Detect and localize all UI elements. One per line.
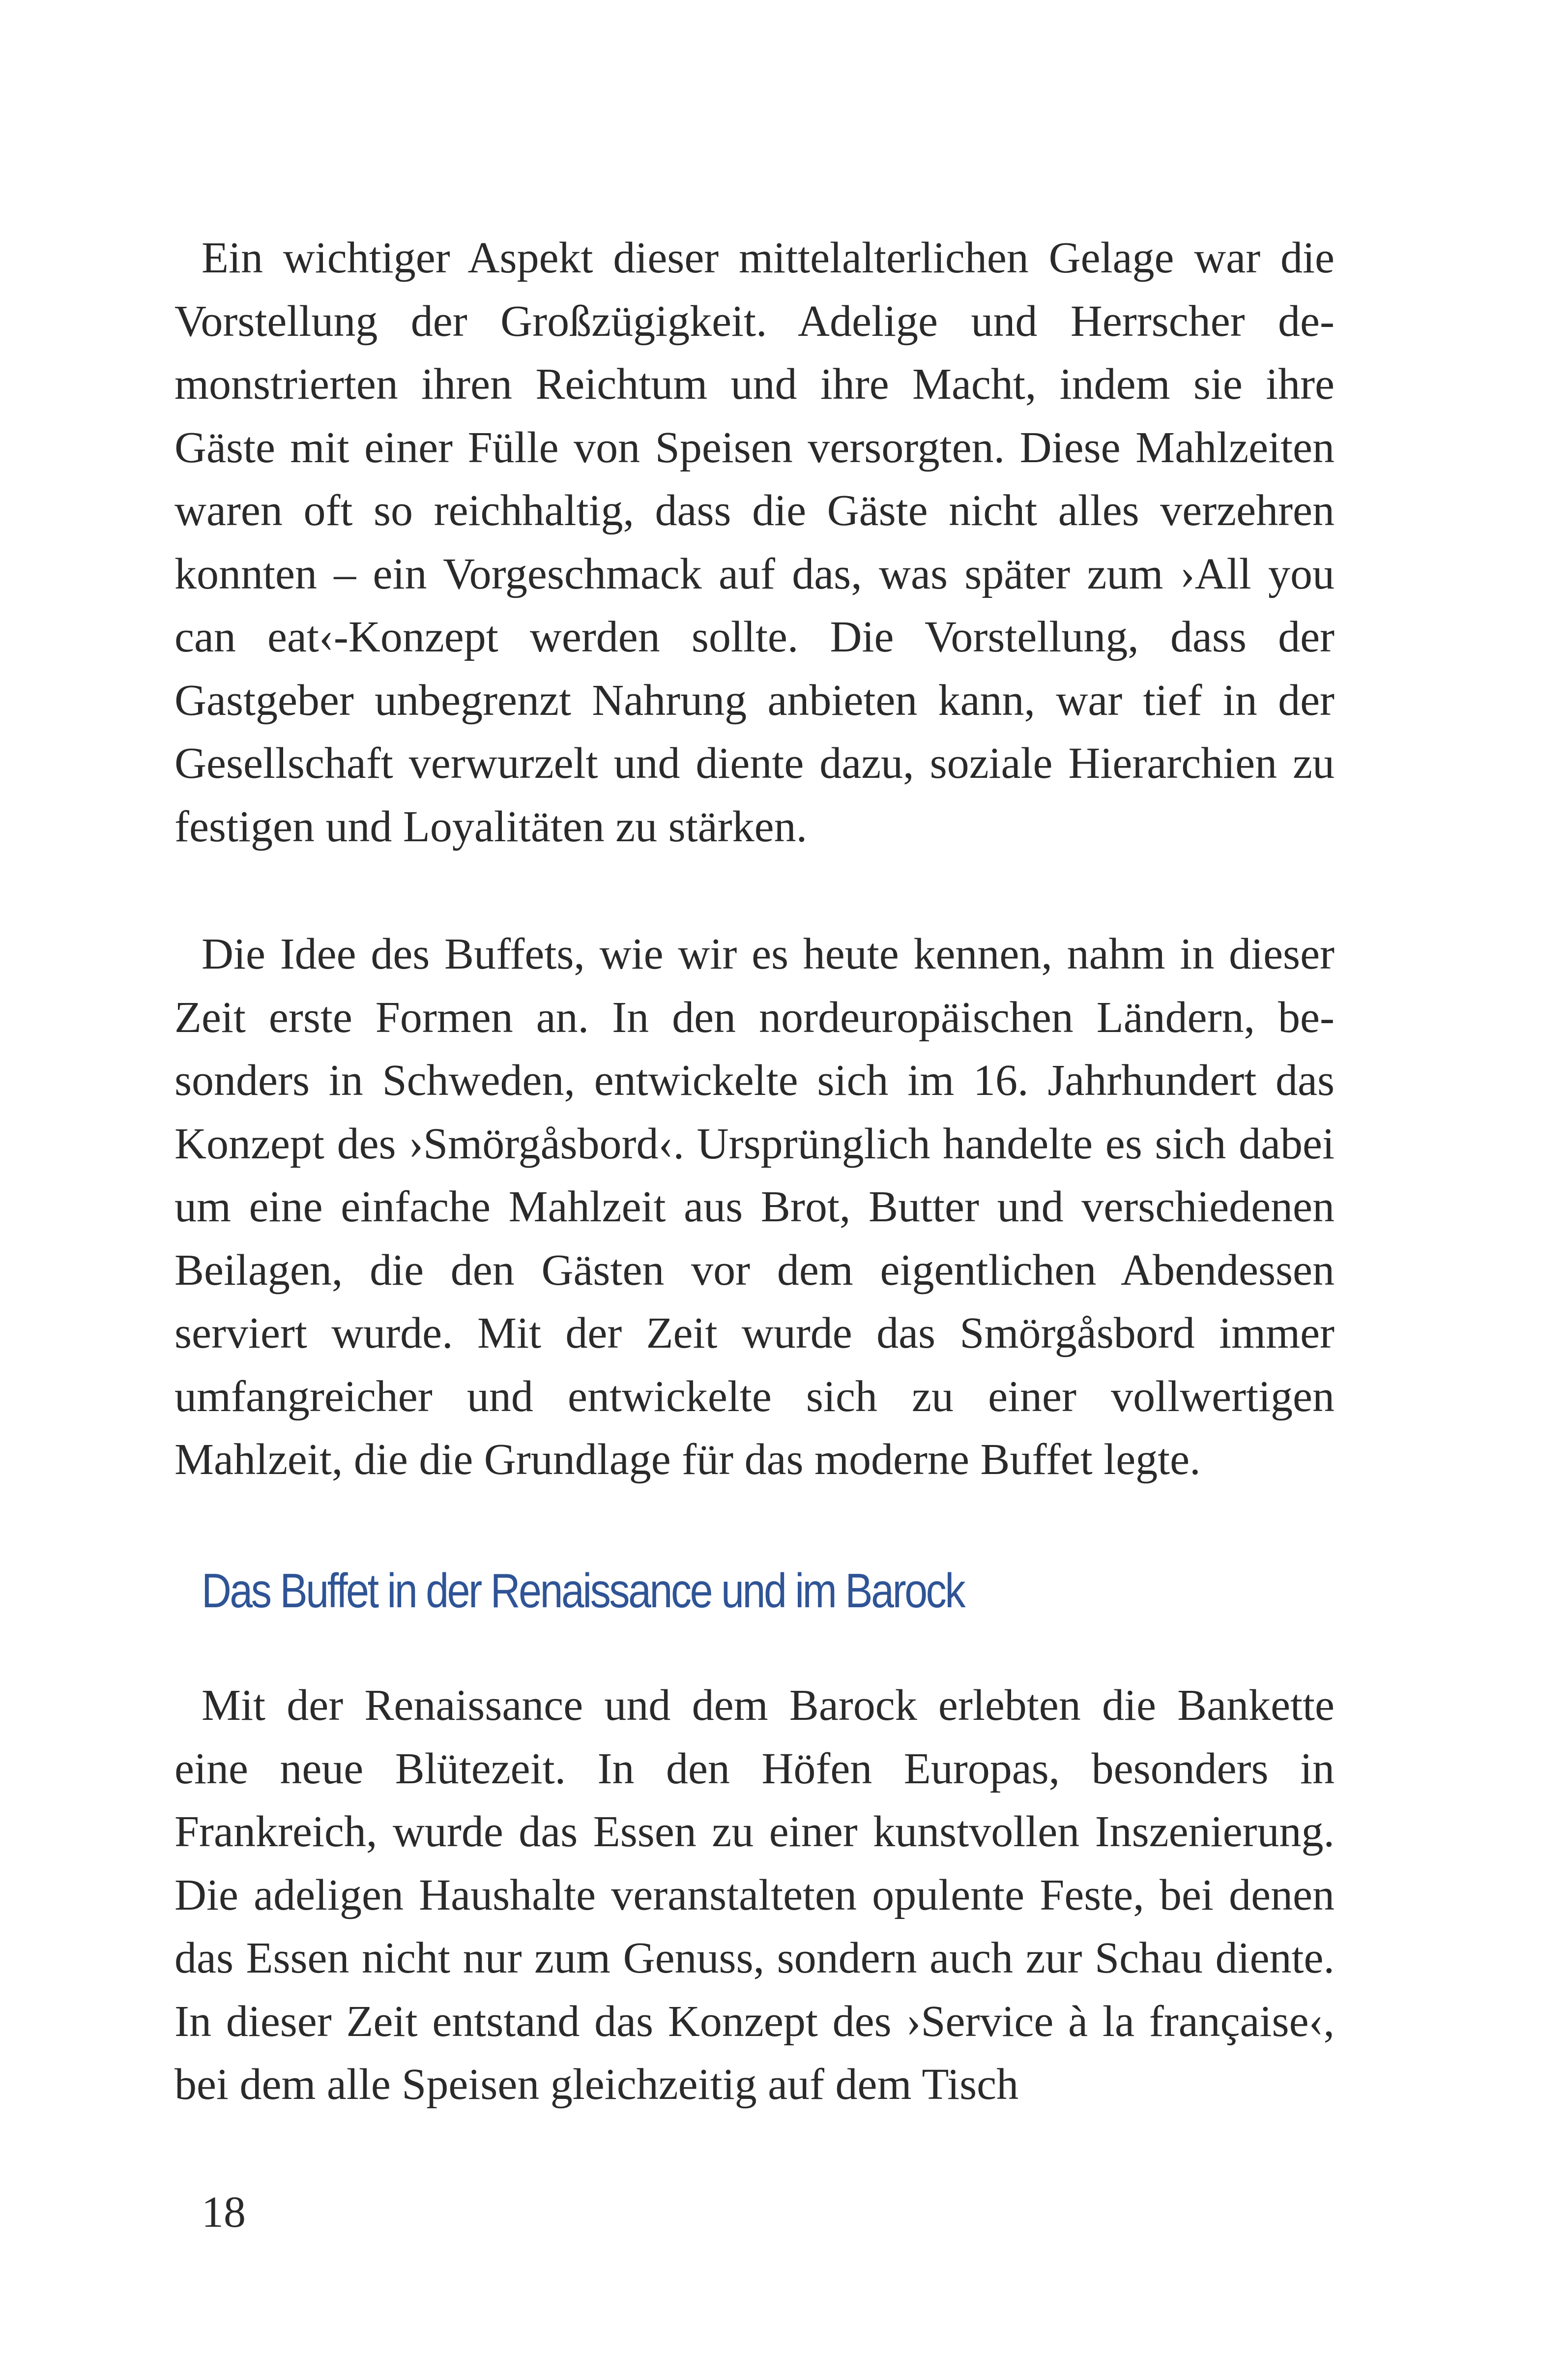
paragraph-text: Ein wichtiger Aspekt dieser mittelalterlichen Gelage war die Vorstellung der Großzügigkeit. Adelige und Herrscher demonstrierten ihren Reichtum und ihre Macht, indem sie ihre Gäste mit einer Fülle von Speisen versorgten. Diese Mahlzeiten waren oft so reichhaltig, dass die Gäste nicht alles verzehren konnten – ein Vorgeschmack auf das, was später zum ›All you can eat‹-Konzept werden sollte. Die Vorstellung, dass der Gastgeber unbegrenzt Nahrung anbieten kann, war tief in der Gesellschaft verwurzelt und diente dazu, soziale Hierarchien zu festigen und Loyalitäten zu stärken.	[174, 234, 1335, 851]
page-number: 18	[202, 2188, 246, 2237]
paragraph-text: Mit der Renaissance und dem Barock erlebten die Bankette eine neue Blütezeit. In den Höfen Europas, besonders in Frankreich, wurde das Essen zu einer kunstvollen Inszenierung. Die adeligen Haushalte veranstalteten opulente Feste, bei denen das Essen nicht nur zum Genuss, sondern auch zur Schau diente. In dieser Zeit entstand das Konzept des ›Service à la française‹, bei dem alle Speisen gleichzeitig auf dem Tisch	[174, 1681, 1335, 2109]
paragraph-text: Die Idee des Buffets, wie wir es heute kennen, nahm in dieser Zeit erste Formen an. In den nordeuropäischen Ländern, besonders in Schweden, entwickelte sich im 16. Jahrhundert das Konzept des ›Smörgåsbord‹. Ursprünglich handelte es sich dabei um eine einfache Mahlzeit aus Brot, Butter und verschiedenen Beilagen, die den Gästen vor dem eigentlichen Abendessen serviert wurde. Mit der Zeit wurde das Smörgåsbord immer umfangreicher und entwickelte sich zu einer vollwertigen Mahlzeit, die die Grundlage für das moderne Buffet legte.	[174, 930, 1335, 1484]
body-paragraph-3	[174, 1674, 1335, 2117]
section-heading: Das Buffet in der Renaissance und im Barock	[202, 1564, 964, 1618]
body-paragraph-2	[174, 923, 1335, 1492]
body-paragraph-1	[174, 227, 1335, 858]
